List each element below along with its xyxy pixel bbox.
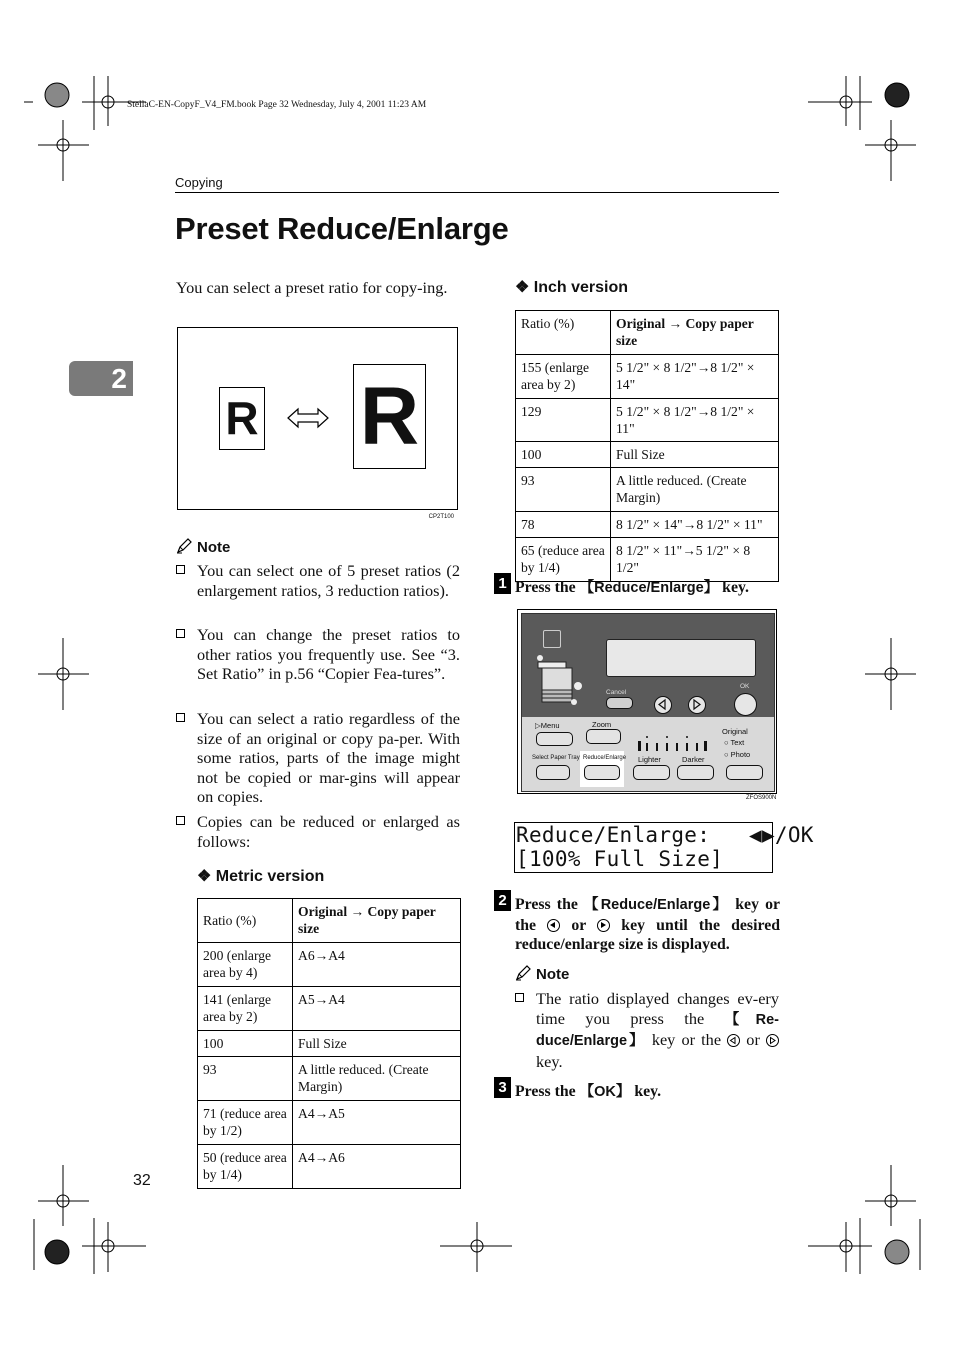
table-cell: A little reduced. (Create Margin)	[611, 468, 779, 512]
step-text-part: key until the desired reduce/enlarge size is displayed.	[515, 916, 780, 953]
step-1-text: Press the 【Reduce/Enlarge】 key.	[515, 579, 749, 596]
small-r-sample: R	[219, 387, 265, 450]
checkbox-bullet-icon	[515, 993, 524, 1002]
table-header-row	[198, 899, 461, 943]
lcd-line-2: [100% Full Size]	[516, 847, 724, 871]
note-heading: Note	[197, 539, 231, 556]
page-number: 32	[133, 1172, 151, 1189]
note-right	[515, 965, 569, 984]
table-cell: 100	[516, 442, 611, 468]
control-panel-illustration	[517, 609, 777, 794]
ok-key-label: OK	[594, 1084, 616, 1100]
lcd-arrows-icon: ◀▶	[749, 823, 775, 847]
panel-lower-section	[522, 717, 774, 791]
diamond-bullet-icon: ❖	[515, 279, 534, 296]
pencil-icon	[176, 538, 193, 554]
table-cell: Full Size	[293, 1031, 461, 1057]
ok-button[interactable]	[734, 693, 757, 716]
header-rule	[175, 192, 779, 193]
menu-label: ▷Menu	[535, 721, 560, 730]
table-cell: 50 (reduce area by 1/4)	[198, 1145, 293, 1189]
table-cell: 129	[516, 399, 611, 442]
ok-label: OK	[740, 683, 750, 690]
running-head: Copying	[175, 175, 223, 190]
table-cell: 93	[198, 1057, 293, 1101]
note-item-text: You can select a ratio regardless of the size of an original or copy pa-per. With some ratios, parts of the image might not be copied or mar-gins will appear on copies.	[197, 709, 460, 806]
intro-paragraph: You can select a preset ratio for copy-ing.	[176, 278, 448, 297]
copier-icon	[534, 654, 586, 706]
right-arrow-button[interactable]	[688, 696, 706, 714]
step-text-part: key or the	[515, 896, 781, 934]
inch-table	[515, 310, 779, 582]
step-3-text: Press the 【OK】 key.	[515, 1083, 662, 1100]
checkbox-bullet-icon	[176, 565, 185, 574]
table-row	[198, 1101, 461, 1145]
step-text-part: Press the	[515, 579, 580, 596]
note-item	[176, 561, 460, 600]
note-item	[176, 625, 460, 684]
right-key-icon	[597, 919, 610, 932]
large-r-sample: R	[353, 364, 426, 469]
left-key-icon	[727, 1034, 740, 1047]
select-paper-tray-label: Select Paper Tray	[532, 755, 580, 761]
file-info-line: StellaC-EN-CopyF_V4_FM.book Page 32 Wednesday, July 4, 2001 11:23 AM	[127, 100, 427, 110]
left-arrow-icon	[655, 697, 670, 712]
pencil-icon	[515, 965, 532, 981]
left-key-icon	[547, 919, 560, 932]
table-row	[516, 442, 779, 468]
table-row	[198, 1057, 461, 1101]
note-item-text: You can change the preset ratios to other ratios you frequently use. See “3. Set Ratio” in p.56 “Copier Fea-tures”.	[197, 625, 460, 683]
lighter-button[interactable]	[633, 765, 670, 780]
table-cell: 8 1/2" × 14"→8 1/2" × 11"	[611, 512, 779, 538]
zoom-label: Zoom	[592, 720, 612, 729]
original-type-button[interactable]	[726, 765, 763, 780]
ratio-illustration	[177, 327, 458, 520]
metric-heading-text: Metric version	[215, 868, 325, 885]
checkbox-bullet-icon	[176, 629, 185, 638]
table-cell: 71 (reduce area by 1/2)	[198, 1101, 293, 1145]
step-text-part: Press the	[515, 1083, 580, 1100]
header-cell: Original → Copy paper size	[611, 311, 779, 355]
note-item-text: You can select one of 5 preset ratios (2 enlargement ratios, 3 reduction ratios).	[197, 561, 460, 600]
reduce-enlarge-button[interactable]	[584, 765, 620, 780]
step-number-2: 2	[494, 890, 511, 911]
table-cell: 65 (reduce area by 1/4)	[516, 538, 611, 582]
metric-table	[197, 898, 461, 1189]
checkbox-bullet-icon	[176, 713, 185, 722]
step-text-part: key.	[718, 579, 749, 596]
darker-label: Darker	[682, 755, 705, 764]
header-cell: Original → Copy paper size	[293, 899, 461, 943]
note-heading: Note	[536, 966, 570, 983]
step-number-3: 3	[494, 1077, 511, 1098]
reduce-enlarge-label: Reduce/Enlarge	[583, 755, 627, 761]
reduce-enlarge-key-label: Re-duce/Enlarge	[536, 1011, 780, 1049]
density-bars-icon	[638, 735, 720, 755]
step-text-part: or	[560, 916, 598, 934]
lighter-label: Lighter	[638, 755, 661, 764]
note-item	[515, 989, 779, 1071]
energy-saver-icon	[543, 630, 561, 648]
darker-button[interactable]	[677, 765, 714, 780]
table-cell: 93	[516, 468, 611, 512]
table-cell: A4→A5	[293, 1101, 461, 1145]
double-arrow-icon	[286, 406, 330, 430]
chapter-tab: 2	[69, 361, 133, 396]
lcd-line-1: Reduce/Enlarge: ◀▶/OK	[516, 823, 814, 847]
table-cell: 100	[198, 1031, 293, 1057]
step-2-text: Press the 【Reduce/Enlarge】 key or the or key until the desired reduce/enlarge size is displayed.	[515, 896, 781, 953]
cancel-button[interactable]	[606, 697, 633, 709]
reduce-enlarge-key-label: Reduce/Enlarge	[600, 897, 711, 913]
step-text-part: Press the	[515, 896, 584, 913]
table-cell: 155 (enlarge area by 2)	[516, 355, 611, 399]
table-row	[198, 1031, 461, 1057]
table-row	[198, 943, 461, 987]
table-row	[516, 512, 779, 538]
table-cell: A5→A4	[293, 987, 461, 1031]
header-cell: Ratio (%)	[198, 899, 293, 943]
select-paper-tray-button[interactable]	[536, 765, 570, 780]
table-row	[516, 355, 779, 399]
table-cell: 8 1/2" × 11"→5 1/2" × 8 1/2"	[611, 538, 779, 582]
checkbox-bullet-icon	[176, 816, 185, 825]
photo-mode-label: ○ Photo	[724, 750, 751, 759]
inch-heading	[515, 277, 628, 297]
table-row	[516, 399, 779, 442]
diamond-bullet-icon: ❖	[197, 868, 216, 885]
original-label: Original	[722, 727, 748, 736]
table-row	[198, 987, 461, 1031]
density-indicator	[638, 735, 720, 755]
table-cell: A4→A6	[293, 1145, 461, 1189]
figure-code: ZFOS900N	[746, 795, 777, 801]
note-item	[176, 709, 460, 807]
menu-button[interactable]	[536, 732, 573, 746]
table-cell: 5 1/2" × 8 1/2"→8 1/2" × 11"	[611, 399, 779, 442]
note-item-text: The ratio displayed changes ev-ery time you press the 【Re-duce/Enlarge】 key or the or key.	[536, 989, 780, 1071]
table-cell: 78	[516, 512, 611, 538]
table-cell: 200 (enlarge area by 4)	[198, 943, 293, 987]
table-cell: 141 (enlarge area by 2)	[198, 987, 293, 1031]
step-text-part: key.	[630, 1083, 662, 1100]
text-mode-label: ○ Text	[724, 738, 745, 747]
note-left	[176, 538, 230, 557]
table-cell: A6→A4	[293, 943, 461, 987]
table-row	[516, 538, 779, 582]
table-row	[198, 1145, 461, 1189]
right-key-icon	[766, 1034, 779, 1047]
table-row	[516, 468, 779, 512]
panel-display	[606, 639, 756, 677]
inch-heading-text: Inch version	[533, 279, 629, 296]
panel-body	[521, 613, 775, 792]
lcd-display	[514, 822, 814, 873]
table-cell: Full Size	[611, 442, 779, 468]
table-cell: 5 1/2" × 8 1/2"→8 1/2" × 14"	[611, 355, 779, 399]
left-arrow-button[interactable]	[654, 696, 672, 714]
table-cell: A little reduced. (Create Margin)	[293, 1057, 461, 1101]
zoom-button[interactable]	[586, 729, 621, 744]
reduce-enlarge-key-label: Reduce/Enlarge	[594, 580, 704, 596]
note-item	[176, 812, 460, 851]
note-item-text: Copies can be reduced or enlarged as follows:	[197, 812, 460, 851]
step-number-1: 1	[494, 573, 511, 594]
header-cell: Ratio (%)	[516, 311, 611, 355]
cancel-label: Cancel	[606, 689, 627, 696]
figure-code: CP2T100	[428, 514, 454, 520]
right-arrow-icon	[689, 697, 704, 712]
page-title: Preset Reduce/Enlarge	[175, 211, 509, 246]
table-header-row	[516, 311, 779, 355]
metric-heading	[197, 866, 324, 886]
